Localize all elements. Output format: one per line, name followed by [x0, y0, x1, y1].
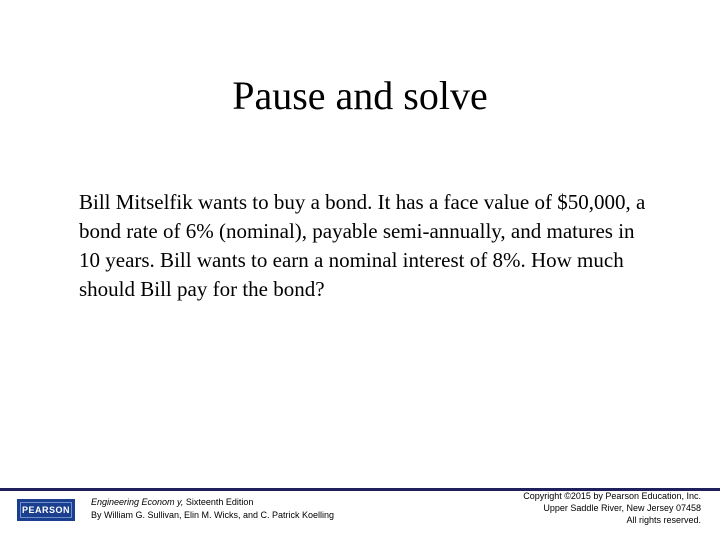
logo-text: PEARSON	[21, 505, 70, 515]
copyright-line-2: Upper Saddle River, New Jersey 07458	[543, 503, 701, 513]
book-info	[91, 496, 411, 522]
book-authors: By William G. Sullivan, Elin M. Wicks, and C. Patrick Koelling	[91, 510, 335, 520]
pearson-logo	[17, 499, 75, 521]
copyright-line-1: Copyright ©2015 by Pearson Education, Inc.	[523, 491, 701, 501]
book-title: Engineering Econom y,	[91, 497, 184, 507]
copyright-notice	[401, 490, 701, 526]
book-title-line	[91, 496, 411, 509]
slide-title: Pause and solve	[232, 73, 488, 118]
book-edition: Sixteenth Edition	[183, 497, 254, 507]
copyright-line-3: All rights reserved.	[626, 515, 701, 525]
problem-statement: Bill Mitselfik wants to buy a bond. It has a face value of $50,000, a bond rate of 6% (nominal), payable semi-annually, and matures in 10 years. Bill wants to earn a nominal interest of 8%. How much should Bill pay for the bond?	[79, 190, 646, 301]
